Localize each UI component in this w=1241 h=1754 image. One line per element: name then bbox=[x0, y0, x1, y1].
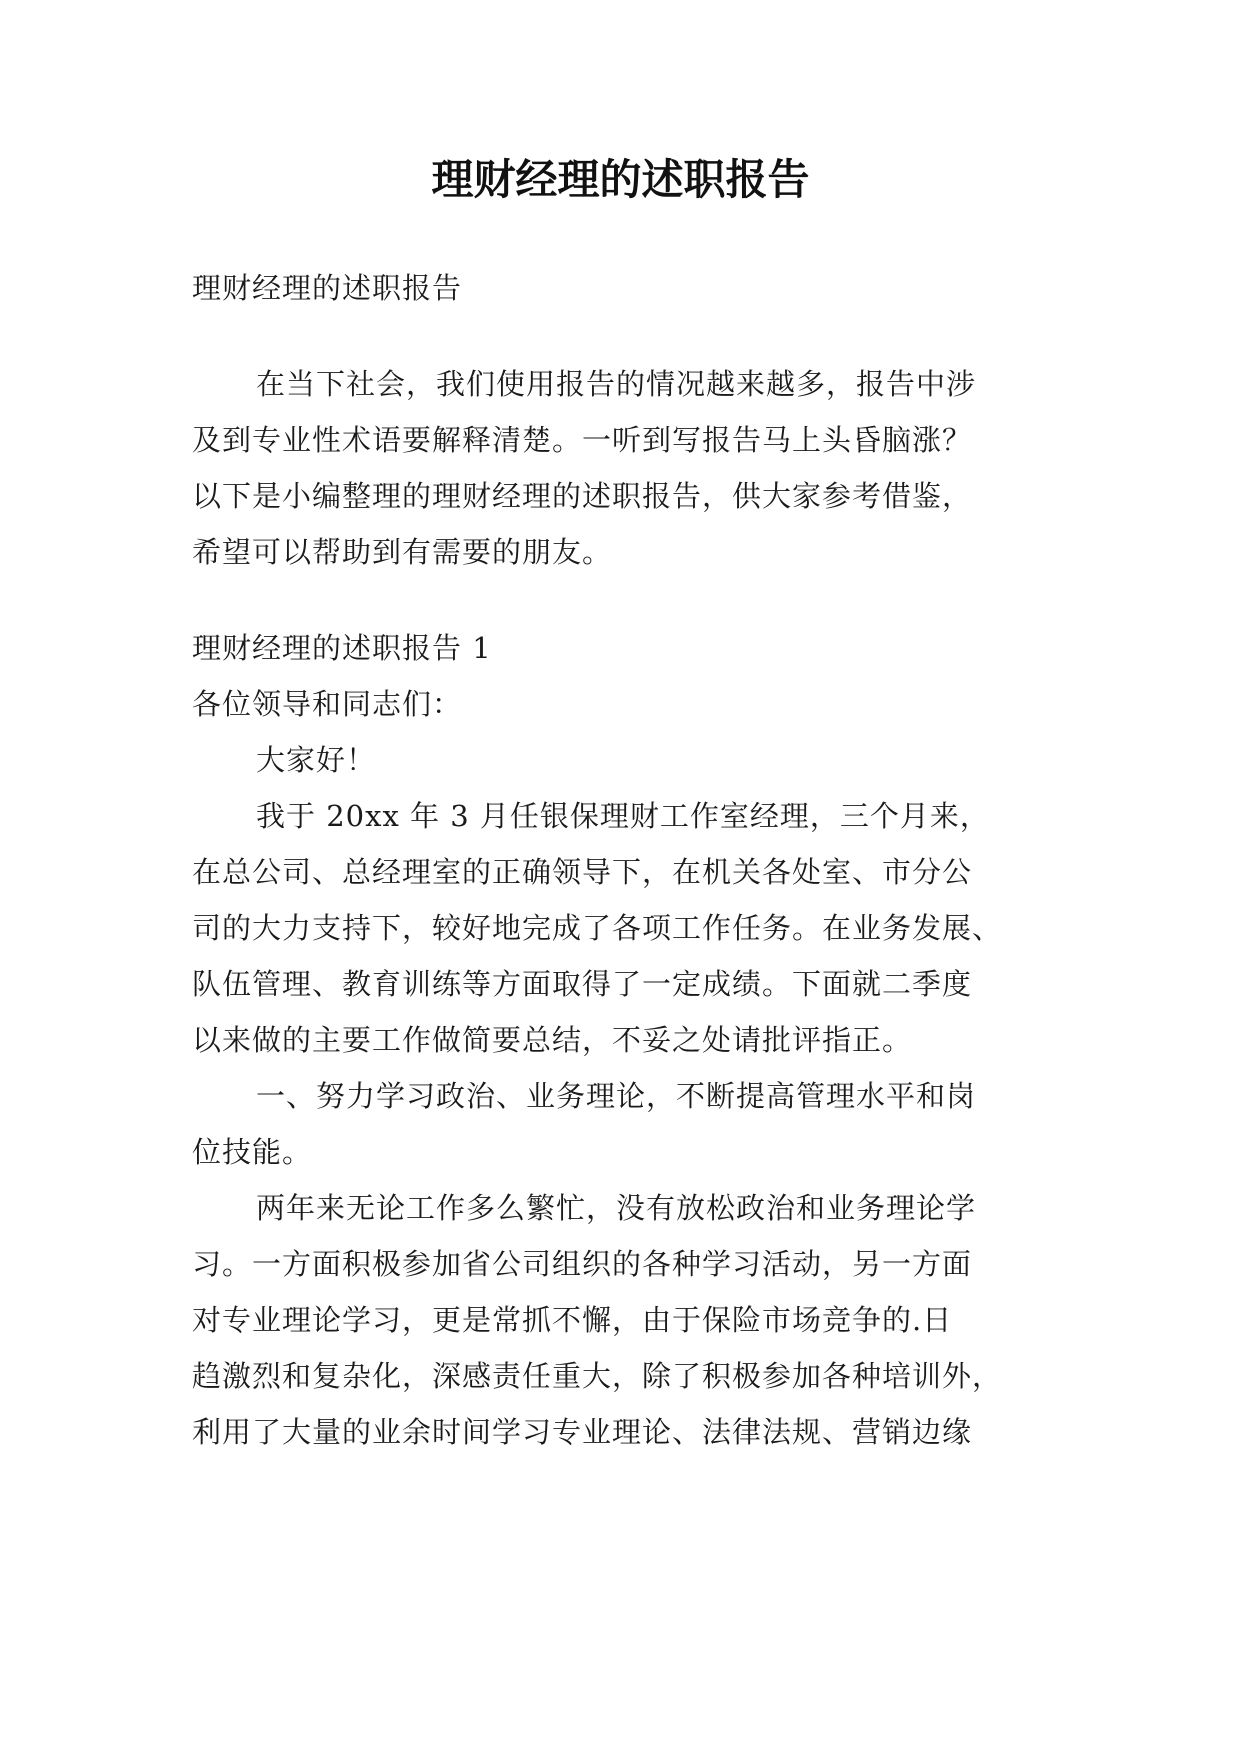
report-section bbox=[192, 620, 1062, 1460]
intro-line: 希望可以帮助到有需要的朋友。 bbox=[192, 535, 613, 569]
intro-line: 以下是小编整理的理财经理的述职报告，供大家参考借鉴， bbox=[192, 479, 973, 513]
paragraph-line: 对专业理论学习，更是常抓不懈，由于保险市场竞争的.日 bbox=[192, 1303, 953, 1337]
section-point-heading: 一、努力学习政治、业务理论，不断提高管理水平和岗 bbox=[256, 1079, 977, 1113]
intro-line: 在当下社会，我们使用报告的情况越来越多，报告中涉 bbox=[256, 367, 977, 401]
greeting: 大家好！ bbox=[256, 743, 377, 777]
paragraph-line: 以来做的主要工作做简要总结，不妥之处请批评指正。 bbox=[192, 1023, 913, 1057]
paragraph-line: 队伍管理、教育训练等方面取得了一定成绩。下面就二季度 bbox=[192, 967, 973, 1001]
document-subtitle: 理财经理的述职报告 bbox=[192, 271, 463, 305]
section-point-heading: 位技能。 bbox=[192, 1135, 313, 1169]
document-title: 理财经理的述职报告 bbox=[431, 155, 810, 204]
paragraph-line: 在总公司、总经理室的正确领导下，在机关各处室、市分公 bbox=[192, 855, 973, 889]
paragraph-line: 司的大力支持下，较好地完成了各项工作任务。在业务发展、 bbox=[192, 911, 1003, 945]
salutation: 各位领导和同志们： bbox=[192, 687, 463, 721]
paragraph-line: 两年来无论工作多么繁忙，没有放松政治和业务理论学 bbox=[256, 1191, 977, 1225]
paragraph-line: 习。一方面积极参加省公司组织的各种学习活动，另一方面 bbox=[192, 1247, 973, 1281]
intro-line: 及到专业性术语要解释清楚。一听到写报告马上头昏脑涨？ bbox=[192, 423, 973, 457]
paragraph-line: 我于 20xx 年 3 月任银保理财工作室经理，三个月来， bbox=[256, 799, 990, 833]
section-heading: 理财经理的述职报告 1 bbox=[192, 631, 492, 665]
paragraph-line: 利用了大量的业余时间学习专业理论、法律法规、营销边缘 bbox=[192, 1415, 973, 1449]
paragraph-line: 趋激烈和复杂化，深感责任重大，除了积极参加各种培训外， bbox=[192, 1359, 1003, 1393]
intro-paragraph bbox=[192, 356, 1062, 580]
